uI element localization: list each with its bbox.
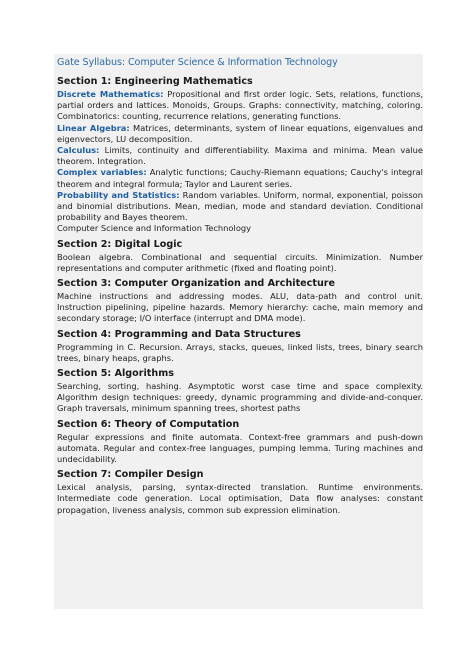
topic-label: Calculus:	[57, 145, 100, 156]
topic-label: Discrete Mathematics:	[57, 89, 164, 99]
list-item	[57, 190, 423, 224]
list-item	[57, 145, 423, 167]
topic-description: Machine instructions and addressing modes. ALU, data-path and control unit. Instruction pipelining, pipeline hazards. Memory hierarchy: cache, main memory and secondary storage; I/O interface (interrupt and DMA mode).	[57, 291, 423, 324]
section-heading: Section 2: Digital Logic	[57, 238, 183, 250]
section-7	[57, 468, 423, 516]
list-item	[57, 123, 423, 145]
topic-list	[57, 89, 423, 235]
section-3	[57, 277, 423, 325]
topic-description: Lexical analysis, parsing, syntax-directed translation. Runtime environments. Intermediate code generation. Local optimisation, Data flow analyses: constant propagation, liveness analysis, common sub expression elimination.	[57, 482, 423, 515]
document-page	[54, 54, 423, 609]
section-heading: Section 1: Engineering Mathematics	[57, 76, 253, 87]
topic-description: Computer Science and Information Technology	[57, 223, 252, 234]
list-item	[57, 167, 423, 189]
topic-description: Matrices, determinants, system of linear equations, eigenvalues and eigenvectors, LU decomposition.	[57, 122, 423, 144]
section-heading: Section 5: Algorithms	[57, 368, 174, 380]
topic-list	[57, 252, 423, 274]
sections-container	[57, 75, 423, 516]
section-5	[57, 367, 423, 415]
list-item	[57, 89, 423, 123]
document-title: Gate Syllabus: Computer Science & Information Technology	[57, 57, 338, 68]
topic-list	[57, 482, 423, 516]
list-item	[57, 291, 423, 325]
section-2	[57, 238, 423, 274]
list-item	[57, 342, 423, 364]
list-item	[57, 381, 423, 415]
topic-description: Analytic functions; Cauchy-Riemann equations; Cauchy's integral theorem and integral formula; Taylor and Laurent series.	[57, 167, 423, 189]
topic-list	[57, 381, 423, 415]
section-heading: Section 4: Programming and Data Structures	[57, 328, 301, 340]
topic-list	[57, 342, 423, 364]
topic-label: Probability and Statistics:	[57, 189, 180, 200]
section-heading: Section 3: Computer Organization and Architecture	[57, 278, 336, 290]
list-item	[57, 223, 423, 234]
section-6	[57, 418, 423, 466]
topic-description: Boolean algebra. Combinational and sequential circuits. Minimization. Number representations and computer arithmetic (fixed and floating point).	[57, 251, 423, 273]
topic-description: Searching, sorting, hashing. Asymptotic worst case time and space complexity. Algorithm design techniques: greedy, dynamic programming and divide-and-conquer. Graph traversals, minimum spanning trees, shortest paths	[57, 381, 423, 414]
topic-label: Linear Algebra:	[57, 122, 130, 133]
topic-list	[57, 291, 423, 325]
list-item	[57, 482, 423, 516]
list-item	[57, 432, 423, 466]
topic-list	[57, 432, 423, 466]
section-1	[57, 75, 423, 235]
topic-description: Limits, continuity and differentiability. Maxima and minima. Mean value theorem. Integration.	[57, 145, 423, 167]
section-4	[57, 328, 423, 364]
topic-description: Programming in C. Recursion. Arrays, stacks, queues, linked lists, trees, binary search trees, binary heaps, graphs.	[57, 341, 423, 363]
topic-description: Random variables. Uniform, normal, exponential, poisson and binomial distributions. Mean, median, mode and standard deviation. Conditional probability and Bayes theorem.	[57, 189, 423, 223]
list-item	[57, 252, 423, 274]
topic-label: Complex variables:	[57, 167, 147, 178]
section-heading: Section 6: Theory of Computation	[57, 418, 240, 430]
section-heading: Section 7: Compiler Design	[57, 469, 204, 481]
topic-description: Propositional and first order logic. Sets, relations, functions, partial orders and lattices. Monoids, Groups. Graphs: connectivity, matching, coloring. Combinatorics: counting, recurrence relations, generating functions.	[57, 89, 423, 122]
topic-description: Regular expressions and finite automata. Context-free grammars and push-down automata. Regular and contex-free languages, pumping lemma. Turing machines and undecidability.	[57, 431, 423, 465]
